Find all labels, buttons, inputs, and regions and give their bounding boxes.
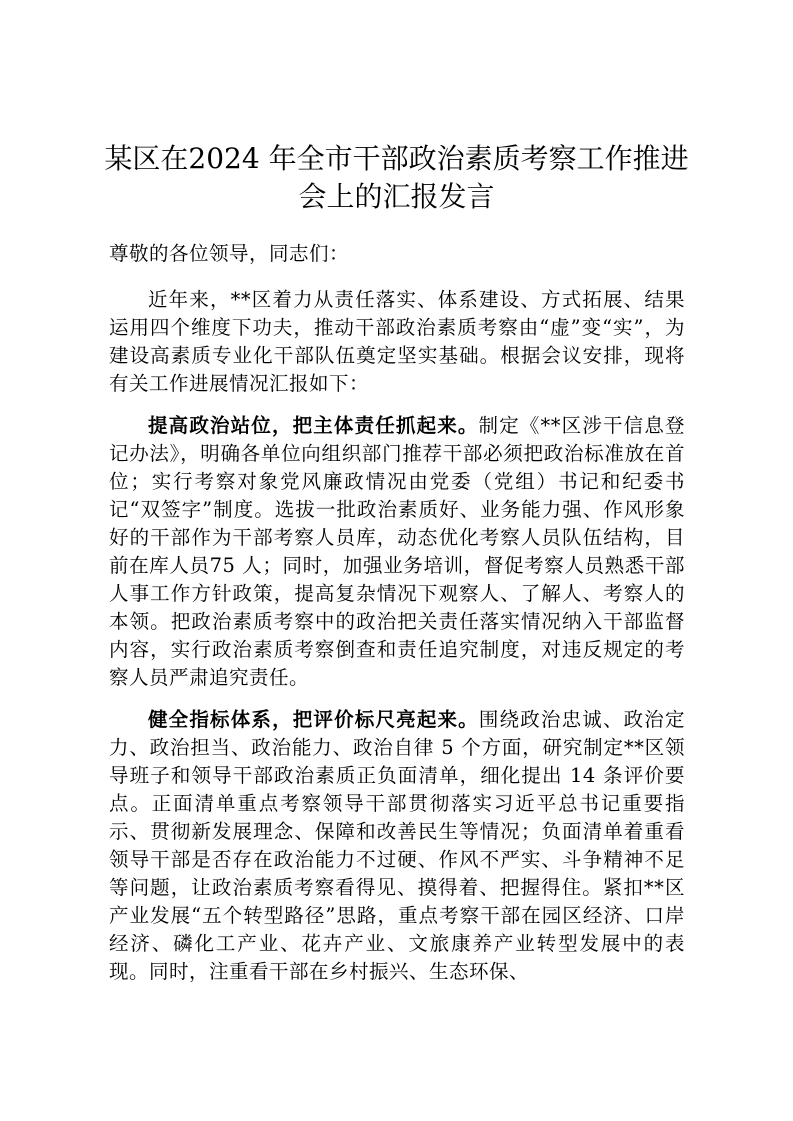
salutation: 尊敬的各位领导，同志们： bbox=[109, 242, 350, 265]
paragraph-text: 围绕政治忠诚、政治定力、政治担当、政治能力、政治自律 5 个方面，研究制定**区领导班子和领导干部政治素质正负面清单，细化提出 14 条评价要点。正面清单重点考察领导干部贯彻落实习近平总书记重要指示、贯彻新发展理念、保障和改善民生等情况；负面清单着重看领导干部是否存在政治能力不过硬、作风不严实、斗争精神不足等问题，让政治素质考察看得见、摸得着、把握得住。紧扣**区产业发展“五个转型路径”思路，重点考察干部在园区经济、口岸经济、磷化工产业、花卉产业、文旅康养产业转型发展中的表现。同时，注重看干部在乡村振兴、生态环保、 bbox=[109, 708, 685, 983]
paragraph-heading: 提高政治站位，把主体责任抓起来。 bbox=[148, 414, 479, 437]
paragraph-text: 近年来，**区着力从责任落实、体系建设、方式拓展、结果运用四个维度下功夫，推动干部政治素质考察由“虚”变“实”，为建设高素质专业化干部队伍奠定坚实基础。根据会议安排，现将有关工作进展情况汇报如下： bbox=[109, 288, 685, 395]
document-title: 某区在2024 年全市干部政治素质考察工作推进会上的汇报发言 bbox=[104, 142, 689, 213]
paragraph-text: 制定《**区涉干信息登记办法》，明确各单位向组织部门推荐干部必须把政治标准放在首位；实行考察对象党风廉政情况由党委（党组）书记和纪委书记“双签字”制度。选拔一批政治素质好、业务能力强、作风形象好的干部作为干部考察人员库，动态优化考察人员队伍结构，目前在库人员75 人；同时，加强业务培训，督促考察人员熟悉干部人事工作方针政策，提高复杂情况下观察人、了解人、考察人的本领。把政治素质考察中的政治把关责任落实情况纳入干部监督内容，实行政治素质考察倒查和责任追究制度，对违反规定的考察人员严肃追究责任。 bbox=[109, 414, 685, 689]
paragraph-indicator-system bbox=[109, 706, 685, 986]
paragraph-intro bbox=[109, 286, 685, 398]
paragraph-political-responsibility bbox=[109, 412, 685, 692]
paragraph-heading: 健全指标体系，把评价标尺亮起来。 bbox=[148, 708, 479, 731]
document-body bbox=[109, 240, 685, 1000]
